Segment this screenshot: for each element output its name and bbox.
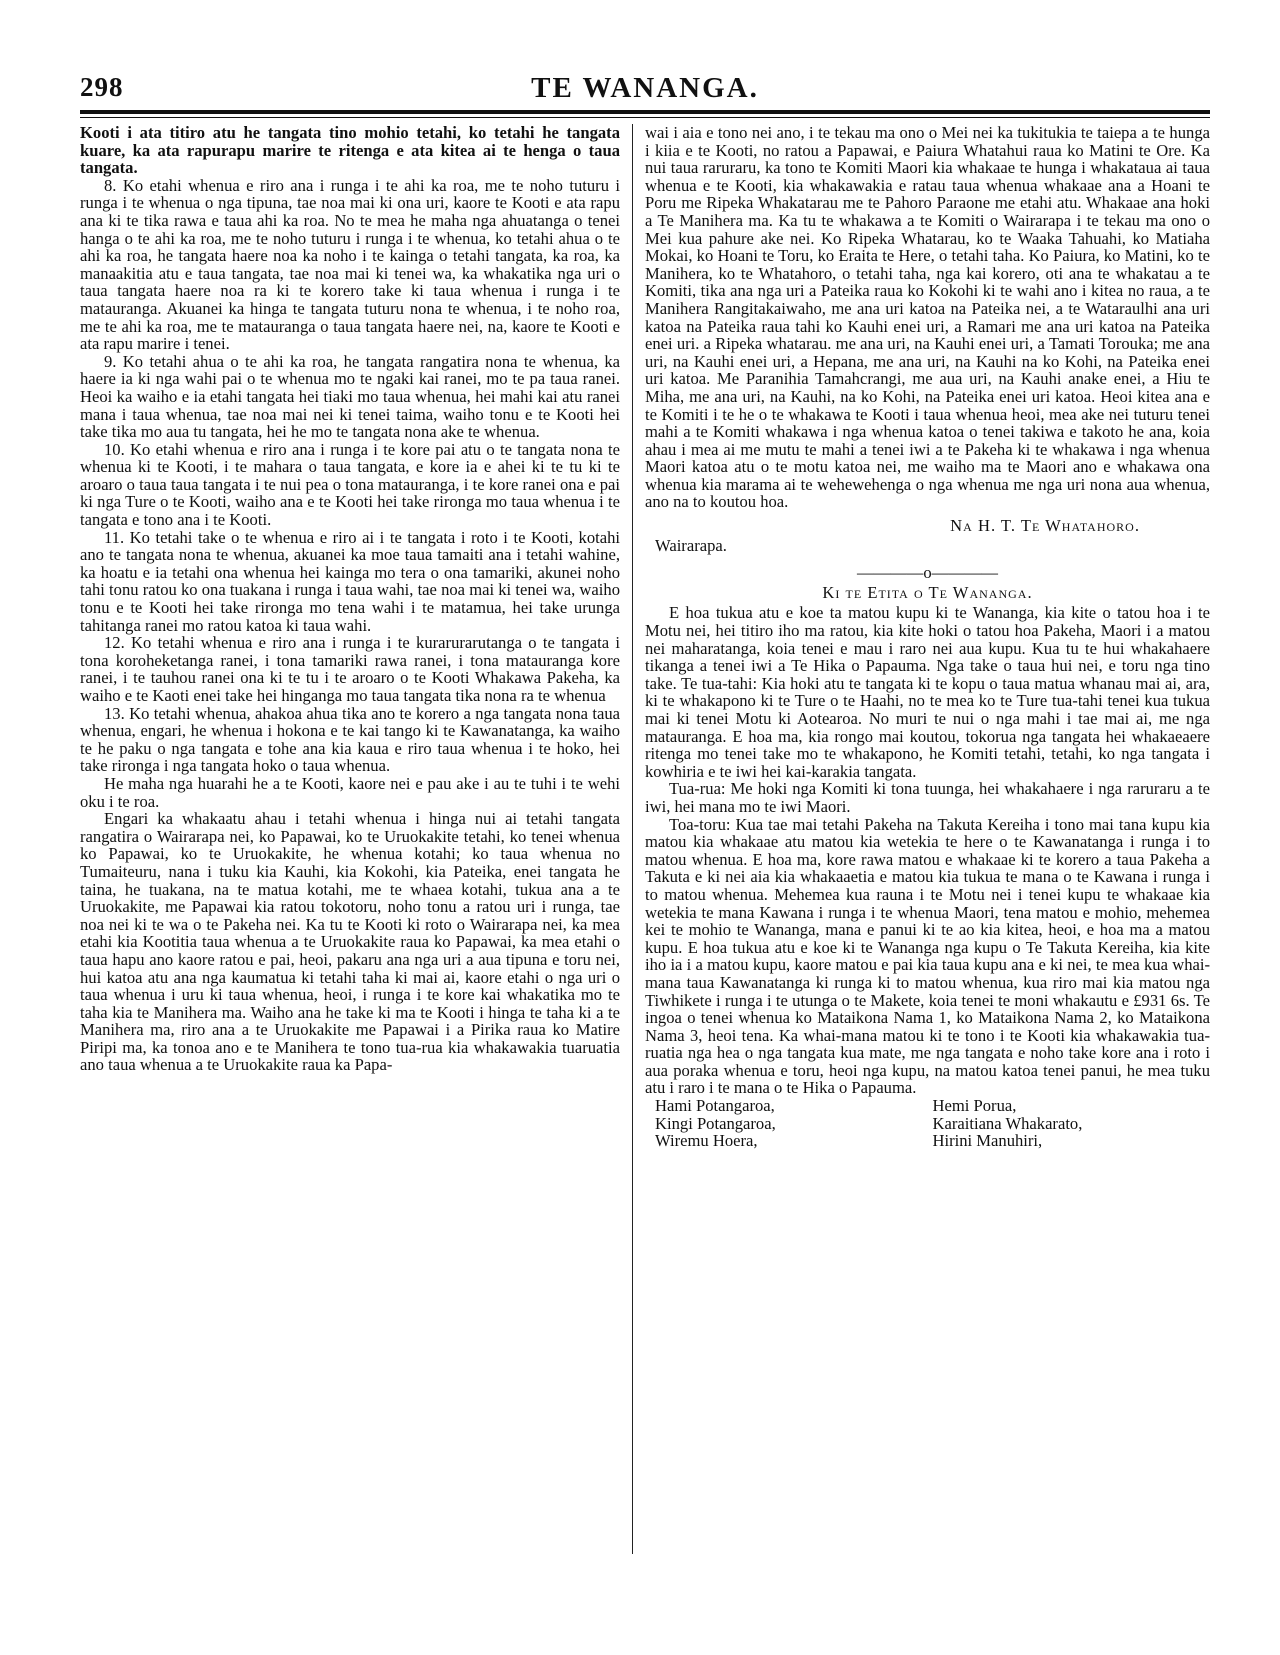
- newspaper-title: TE WANANGA.: [531, 72, 759, 104]
- article-paragraph: 8. Ko etahi whenua e riro ana i runga i te ahi ka roa, me te noho tuturu i runga i te whenua o nga tipuna, tae noa mai ki ona uri, kaore te Kooti e ata rapu ana ki te tika rawa e taua ahi ka roa. No te mea he maha nga ahuatanga o tenei hanga o te ahi ka roa, me te noho tuturu i runga i te whenua, ko tetahi ahua o te ahi ka roa, he tangata haere noa ka noho i te kainga o tetahi tangata, ka roa, ka manaakitia atu e taua tangata, tae noa mai ki tenei wa, ka whakatika nga uri o taua tangata haere noa ra ki te korero take ki taua whenua i runga i te matauranga. Akuanei ka hinga te tangata tuturu nona te whenua, i te noho roa, me te ahi ka roa, me te matauranga o taua tangata haere nei, na, kaore te Kooti e ata rapu marire i tenei.: [80, 175, 620, 354]
- letter-heading: Ki te Etita o Te Wananga.: [822, 582, 1033, 602]
- article-paragraph: Engari ka whakaatu ahau i tetahi whenua i hinga nui ai tetahi tangata rangatira o Wairarapa nei, ko Papawai, ko te Uruokakite tetahi, ko tenei whenua ko Papawai, ko te Uruokakite, he whenua kotahi; ko taua whenua no Tumaiteuru, nana i tuku kia Kauhi, kia Kokohi, kia Pateika, enei tangata he taina, he tuakana, na te matua kotahi, me te whaea kotahi, tukua ana a te Uruokakite, me Papawai kia ratou tokotoru, noho tonu a ratou uri i runga, tae noa nei ki te wa o te Pakeha nei. Ka tu te Kooti ki roto o Wairarapa nei, ka mea etahi kia Kootitia taua whenua a te Uruokakite raua ko Papawai, ka mea etahi o taua hapu ano kaore ratou e pai, heoi, pakaru ana nga uri a aua tipuna e toru nei, hui katoa atu ana nga kaumatua ki tetahi taha ki mai ai, kaore etahi o nga uri o taua whenua i uru ki taua whenua, heoi, i runga i te kore kai whakatika mo te taha kia te Manihera ma. Waiho ana he take ki ma te Kooti i hinga te taha ki a te Manihera ma, riro ana a te Uruokakite me Papawai i a Pirika raua ko Matire Piripi ma, ka tonoa ano e te Manihera te tono tua-rua kia whakawakia tuaruatia ano taua whenua a te Uruokakite raua ka Papa-: [80, 809, 620, 1075]
- header-rule-thin: [80, 117, 1210, 118]
- page-number: 298: [80, 72, 124, 102]
- section-separator: ————o————: [856, 563, 999, 583]
- header-rule-thick: [80, 110, 1210, 114]
- article-paragraph: 12. Ko tetahi whenua e riro ana i runga i te kurarurarutanga o te tangata i tona koroheketanga ranei, i tona tamariki rawa ranei, i tona matauranga kore ranei, i te tauhou ranei ona ki te tu i te aroaro o te Kooti Whakawa Pakeha, ka waiho e te Kaoti enei take hei hinganga mo taua tangata tika nona ra te whenua: [80, 633, 620, 705]
- right-column: [645, 124, 1210, 1150]
- author-signature: Na H. T. Te Whatahoro.: [950, 516, 1140, 536]
- article-paragraph: 13. Ko tetahi whenua, ahakoa ahua tika ano te korero a nga tangata nona taua whenua, engari, he whenua i hokona e te kai tango ki te Kawanatanga, ka waiho te he paku o nga tangata e tohe ana kia kaua e riro taua whenua i te hoko, hei take rironga i nga tangata hoko o taua whenua.: [80, 703, 620, 776]
- left-column: [80, 124, 620, 1074]
- column-divider: [632, 124, 633, 1554]
- signatory-name: Kingi Potangaroa,: [655, 1113, 776, 1133]
- signatories-list: [645, 1097, 1210, 1150]
- page-header: [80, 72, 1210, 112]
- letter-paragraph: E hoa tukua atu e koe ta matou kupu ki te Wananga, kia kite o tatou hoa i te Motu nei, hei titiro iho ma ratou, kia kite hoki o tatou hoa Pakeha, Maori i a matou nei maharatanga, koia tenei e mau i raro nei aua kupu. Kua tu te hui whakahaere tikanga a tenei iwi a Te Hika o Papauma. Nga take o taua hui nei, e toru nga tino take. Te tua-tahi: Kia hoki atu te tangata ki te kopu o taua matua whanau mai ai, ara, ki te whakapono ki te Ture o te Haahi, no te mea ko te Ture tua-tahi tenei kua tukua mai ki tenei Motu ki Aotearoa. No muri te nui o nga mahi i tae mai ai, me nga matauranga. E hoa ma, kia rongo mai koutou, tokorua nga tangata hei whakaeaere ritenga mo tenei take mo te whakapono, he Komiti tetahi, tetahi, ko nga tangata i kowhiria e te iwi hei kai-karakia tangata.: [645, 603, 1210, 781]
- article-paragraph: 11. Ko tetahi take o te whenua e riro ai i te tangata i roto i te Kooti, kotahi ano te tangata nona te whenua, akuanei ka moe taua tamaiti ana i tetahi wahine, ka hoatu e ia tetahi ona whenua hei kainga mo tera o ona tamariki, akunei noho tahi tonu ratou ko ona tuakana i runga i taua wahi, tae noa mai ki tenei wa, waiho tonu e te Kooti hei take rironga mo tena wahi i te matamua, hei take urunga tahitanga ranei mo ratou katoa ki taua wahi.: [80, 527, 620, 635]
- letter-paragraph: Tua-rua: Me hoki nga Komiti ki tona tuunga, hei whakahaere i nga raruraru a te iwi, hei mana mo te iwi Maori.: [645, 779, 1210, 816]
- signatory-name: Hemi Porua,: [932, 1096, 1017, 1116]
- article-paragraph: He maha nga huarahi he a te Kooti, kaore nei e pau ake i au te tuhi i te wehi oku i te roa.: [80, 773, 620, 811]
- signatory-name: Wiremu Hoera,: [655, 1131, 758, 1151]
- article-paragraph: 9. Ko tetahi ahua o te ahi ka roa, he tangata rangatira nona te whenua, ka haere ia ki nga wahi pai o te whenua mo te ngaki kai ranei, mo te pa taua ranei. Heoi ka waiho e ia etahi tangata hei tiaki mo taua whenua, hei mahi kai atu ranei mana i taua whenua, tae noa mai nei ki tenei taima, waiho tonu e te Kooti hei take tika mo aua tu tangata, hei he mo te tangata nona ake te whenua.: [80, 351, 620, 442]
- place-name: Wairarapa.: [655, 535, 727, 555]
- letter-paragraph: Toa-toru: Kua tae mai tetahi Pakeha na Takuta Kereiha i tono mai tana kupu kia matou kia whakaae atu matou kia wetekia te here o te Kawanatanga i runga i to matou whenua. E hoa ma, kore rawa matou e whakaae ki te korero a taua Pakeha a Takuta e ki nei aia kia whakaaetia e matou kia tukua te mana o te Kawana i runga i to matou whenua. Mehemea kua rauna i te Motu nei i tenei kupu te whakaae kia wetekia te mana Kawana i runga i te whenua Maori, tena matou e mohio, mehemea kei te mohio te Wananga, mana e panui ki te ao kia kitea, heoi, e hoa ma a matou kupu. E hoa tukua atu e koe ki te Wananga nga kupu o Te Takuta Kereiha, kia kite iho ia i a matou kupu, kaore matou e pai kia taua kupu ana e ki nei, te mea kua whai-mana taua Kawanatanga ki runga ki to matou whenua, kua riro mai kia matou nga Tiwhikete i runga i te utunga o te Makete, koia tenei te moni whakautu e £931 6s. Te ingoa o tenei whenua ko Mataikona Nama 1, ko Mataikona Nama 2, ko Mataikona Nama 3, heoi tena. Ka whai-mana matou ki te tono i te Kooti kia whakawakia tua-ruatia nga hea o nga tangata kua mate, me nga tangata e noho take kore ana i roto i aua poraka whenua e toru, heoi nga kupu, na matou katoa tenei panui, he mea tuku atu i raro i te mana o te Hika o Papauma.: [645, 814, 1210, 1098]
- signatory-name: Hami Potangaroa,: [655, 1096, 775, 1116]
- signatory-name: Hirini Manuhiri,: [932, 1131, 1043, 1151]
- signatory-name: Karaitiana Whakarato,: [932, 1113, 1083, 1133]
- article-paragraph: wai i aia e tono nei ano, i te tekau ma ono o Mei nei ka tukitukia te taiepa a te hunga i kiia e te Kooti, no ratou a Papawai, e Paiura Whatahui raua ko Matini te Ore. Ka nui taua raruraru, ka tono te Komiti Maori kia whakaae te hunga i whakataua ai taua whenua e te Kooti, kia whakawakia e ratau taua whenua whakaae ana a Hoani te Poru me Ripeka Whakatarau me te Pahoro Paraone me etahi atu. Whakaae ana hoki a Te Manihera ma. Ka tu te whakawa a te Komiti o Wairarapa i te tekau ma ono o Mei kua pahure ake nei. Ko Ripeka Whatarau, ko te Waaka Tahuahi, ko Matiaha Mokai, ko Hoani te Toru, ko Eraita te Here, o tetahi taha. Ko Paiura, ko Matini, ko te Manihera, ko te Whatahoro, o tetahi taha, nga kai korero, oti ana te whakatau a te Komiti, tika ana nga uri a Pateika raua ko Kokohi ki te wahi ano i kitea no raua, a te Manihera Rangitakaiwaho, me ana uri katoa na Pateika nei, a te Wataraulhi ana uri katoa na Pateika raua tahi ko Kauhi enei uri, a Ramari me ana uri katoa na Pateika enei uri. a Ripeka whatarau. me ana uri, na Kauhi enei uri, a Tamati Torouka; me ana uri, na Kauhi enei uri, a Hepana, me ana uri, na Kauhi na ko Kohi, na Pateika enei uri katoa. Me Paranihia Tamahcrangi, me aua uri, na Kauhi anake enei, a Hiu te Miha, me ana uri, na Kauhi, na ko Kohi, na Pateika enei uri katoa. Heoi kitea ana e te Komiti i te he o te whakawa te Kooti i taua whenua heoi, mea ake nei tuturu tenei mahi a te Komiti whakawa i nga whenua katoa o tenei takiwa e takoto he ana, koia ahau i mea ai me mutu te mahi a tenei iwi a te Pakeha ki te whakawa i nga whenua Maori katoa atu o te motu katoa nei, me waiho ma te Maori ano e whakawa ona whenua kia marama ai te wehewehenga o nga whenua me nga uri nona aua whenua, ano na to koutou hoa.: [645, 123, 1210, 512]
- article-paragraph: 10. Ko etahi whenua e riro ana i runga i te kore pai atu o te tangata nona te whenua ki te Kooti, i te mahara o taua tangata, e kore ia e ahei ki te tu ki te aroaro o taua taua tangata i te nui pea o tona matauranga, i te kore ranei ona e pai ki nga Ture o te Kooti, waiho ana e te Kooti hei take rironga mo taua whenua i te tangata e tono ana i te Kooti.: [80, 439, 620, 530]
- article-paragraph: Kooti i ata titiro atu he tangata tino mohio tetahi, ko tetahi he tangata kuare, ka ata rapurapu marire te ritenga e ata kitea ai te henga o taua tangata.: [80, 123, 620, 178]
